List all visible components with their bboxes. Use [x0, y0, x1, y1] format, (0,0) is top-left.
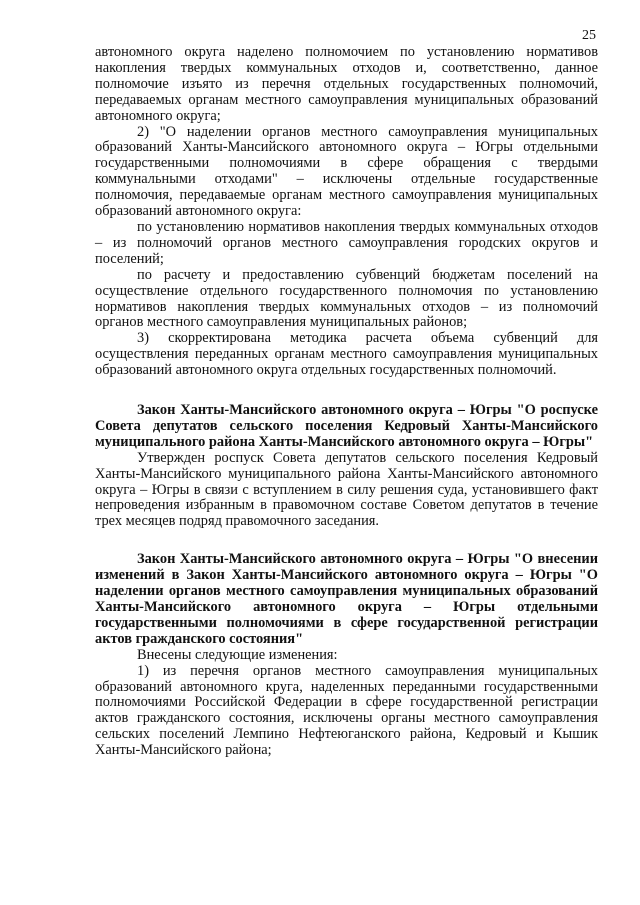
- paragraph-item-3: 3) скорректирована методика расчета объема субвенций для осуществления переданных органам местного самоуправления муниципальных образований автономного округа отдельных государственных полномочий.: [95, 330, 598, 379]
- law-title-dissolution: Закон Ханты-Мансийского автономного округа – Югры "О роспуске Совета депутатов сельского поселения Кедровый Ханты-Мансийского муниципального района Ханты-Мансийского автономного округа – Югры": [95, 402, 598, 450]
- document-body: [95, 45, 598, 759]
- page-number: 25: [582, 28, 596, 43]
- paragraph-dissolution-body: Утвержден роспуск Совета депутатов сельского поселения Кедровый Ханты-Мансийского муниципального района Ханты-Мансийского автономного округа – Югры в связи с вступлением в силу решения суда, установившего факт непроведения избранным в правомочном составе Советом депутатов в течение трех месяцев подряд правомочного заседания.: [95, 449, 598, 530]
- paragraph-continuation: автономного округа наделено полномочием по установлению нормативов накопления твердых коммунальных отходов и, соответственно, данное полномочие изъято из перечня отдельных государственных полномочий, передаваемых органам местного самоуправления муниципальных образований автономного округа;: [95, 44, 598, 124]
- paragraph-item-2: 2) "О наделении органов местного самоуправления муниципальных образований Ханты-Мансийского автономного округа – Югры отдельными государственными полномочиями в сфере обращения с твердыми коммунальными отходами" – исключены отдельные государственные полномочия, передаваемые органам местного самоуправления муниципальных образований автономного округа:: [95, 123, 598, 220]
- paragraph-subitem-norms: по установлению нормативов накопления твердых коммунальных отходов – из полномочий органов местного самоуправления городских округов и поселений;: [95, 218, 598, 267]
- paragraph-amendments-intro: Внесены следующие изменения:: [137, 646, 338, 663]
- paragraph-subitem-subventions: по расчету и предоставлению субвенций бюджетам поселений на осуществление отдельного государственного полномочия по установлению нормативов накопления твердых коммунальных отходов – из полномочий органов местного самоуправления муниципальных районов;: [95, 266, 598, 331]
- law-title-amendments: Закон Ханты-Мансийского автономного округа – Югры "О внесении изменений в Закон Ханты-Мансийского автономного округа – Югры "О наделении органов местного самоуправления муниципальных образований Ханты-Мансийского автономного округа – Югры отдельными государственными полномочиями в сфере государственной регистрации актов гражданского состояния": [95, 551, 598, 647]
- paragraph-amendments-item-1: 1) из перечня органов местного самоуправления муниципальных образований автономного круга, наделенных переданными государственными полномочиями Российской Федерации в сфере государственной регистрации актов гражданского состояния, исключены органы местного самоуправления сельских поселений Лемпино Нефтеюганского района, Кедровый и Кышик Ханты-Мансийского района;: [95, 662, 598, 759]
